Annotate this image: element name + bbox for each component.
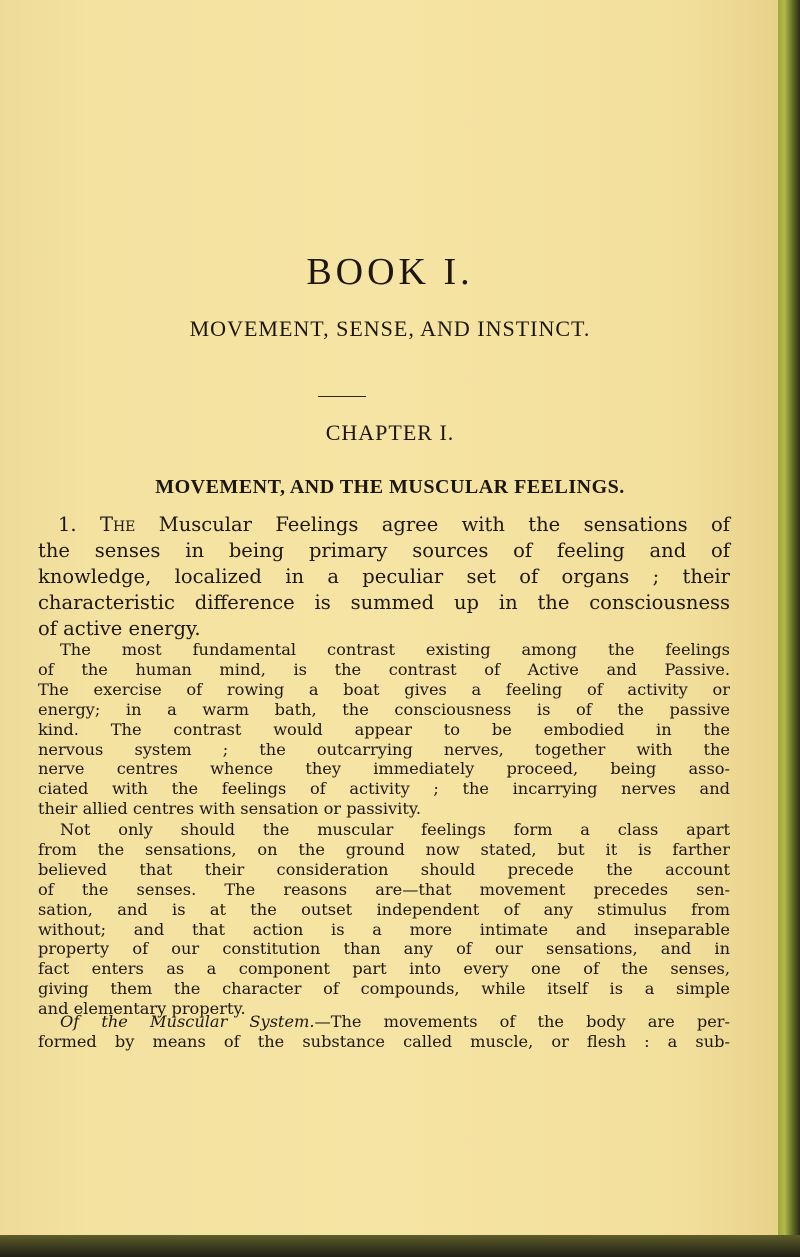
- paragraph-2-line: of the human mind, is the contrast of Active and Passive.: [38, 659, 730, 679]
- chapter-title: CHAPTER I.: [325, 420, 455, 445]
- book-title: BOOK I.: [306, 251, 474, 293]
- paragraph-1: [38, 512, 730, 642]
- paragraph-1-line: of active energy.: [38, 617, 201, 640]
- paragraph-2-line: nervous system ; the outcarrying nerves, together with the: [38, 739, 730, 759]
- paragraph-1-line: the senses in being primary sources of feeling and of: [38, 539, 730, 562]
- paragraph-2-line: The most fundamental contrast existing among the feelings: [60, 640, 730, 659]
- paragraph-2-line: kind. The contrast would appear to be embodied in the: [38, 719, 730, 739]
- paragraph-3-line: of the senses. The reasons are—that movement precedes sen-: [38, 879, 730, 899]
- paragraph-2-line: nerve centres whence they immediately proceed, being asso-: [38, 759, 730, 779]
- book-edge-right: [778, 0, 800, 1257]
- paragraph-2-line: their allied centres with sensation or passivity.: [38, 799, 421, 819]
- paragraph-2-line: The exercise of rowing a boat gives a feeling of activity or: [38, 679, 730, 699]
- paragraph-3-line: and elementary property.: [38, 999, 246, 1019]
- book-edge-bottom: [0, 1235, 800, 1257]
- paragraph-3-line: without; and that action is a more intimate and inseparable: [38, 919, 730, 939]
- section-sidehead: Of the Muscular System.: [60, 1012, 315, 1031]
- paragraph-1-line: [38, 512, 730, 538]
- paragraph-4-line: formed by means of the substance called muscle, or flesh : a sub-: [38, 1031, 730, 1051]
- paragraph-2-line: ciated with the feelings of activity ; the incarrying nerves and: [38, 779, 730, 799]
- paragraph-3-line: property of our constitution than any of our sensations, and in: [38, 939, 730, 959]
- paragraph-1-line-text: Muscular Feelings agree with the sensations of: [158, 513, 730, 536]
- book-subtitle: MOVEMENT, SENSE, AND INSTINCT.: [189, 316, 591, 341]
- paragraph-4-line: [38, 1012, 730, 1032]
- paragraph-2-line: energy; in a warm bath, the consciousness is of the passive: [38, 699, 730, 719]
- paragraph-1-lead: 1. The: [58, 513, 136, 536]
- paragraph-1-line: characteristic difference is summed up in the consciousness: [38, 591, 730, 614]
- paragraph-3-line: believed that their consideration should precede the account: [38, 859, 730, 879]
- paragraph-1-line: knowledge, localized in a peculiar set of organs ; their: [38, 565, 730, 588]
- chapter-heading: MOVEMENT, AND THE MUSCULAR FEELINGS.: [155, 476, 625, 498]
- paragraph-3-line: from the sensations, on the ground now stated, but it is farther: [38, 839, 730, 859]
- paragraph-3: [38, 820, 730, 1019]
- divider-rule: [318, 396, 366, 397]
- paragraph-3-line: sation, and is at the outset independent of any stimulus from: [38, 899, 730, 919]
- paragraph-3-line: giving them the character of compounds, while itself is a simple: [38, 979, 730, 999]
- paragraph-4: [38, 1012, 730, 1052]
- paragraph-4-line-text: —The movements of the body are per-: [314, 1012, 730, 1031]
- paragraph-3-line: Not only should the muscular feelings form a class apart: [60, 820, 730, 839]
- paragraph-2: [38, 640, 730, 819]
- paragraph-3-line: fact enters as a component part into every one of the senses,: [38, 959, 730, 979]
